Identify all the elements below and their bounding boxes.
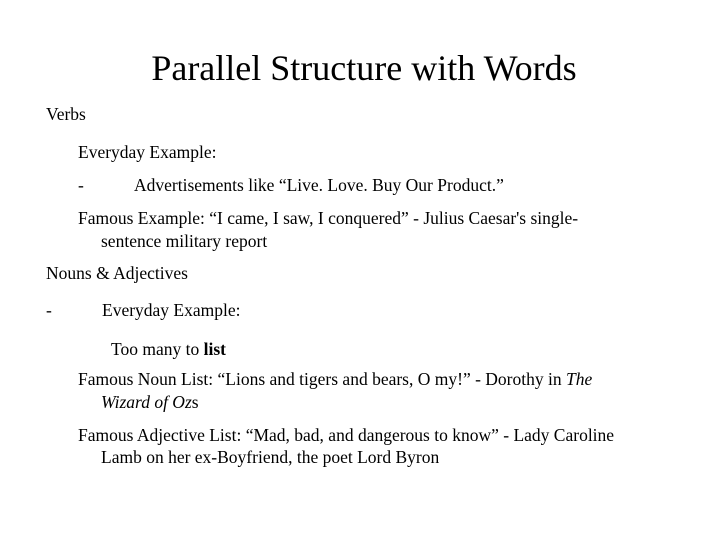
too-many-line: [111, 338, 226, 360]
verbs-famous-line-2: sentence military report: [101, 231, 268, 251]
too-many-bold: list: [203, 339, 226, 359]
noun-list-text: Famous Noun List: “Lions and tigers and bears, O my!” - Dorothy in: [78, 369, 566, 389]
nouns-heading: Nouns & Adjectives: [46, 263, 188, 283]
verbs-everyday-text: Advertisements like “Live. Love. Buy Our Product.”: [134, 175, 504, 195]
noun-list-line-2: [101, 391, 199, 413]
verbs-heading: Verbs: [46, 104, 86, 124]
noun-list-line-1: [78, 368, 592, 390]
verbs-famous-line-1: Famous Example: “I came, I saw, I conquered” - Julius Caesar's single-: [78, 208, 579, 228]
nouns-everyday-label: Everyday Example:: [102, 300, 241, 320]
noun-list-ital-2: Wizard of Oz: [101, 392, 192, 412]
bullet-dash: -: [78, 175, 84, 195]
adj-list-line-2: Lamb on her ex-Boyfriend, the poet Lord Byron: [101, 447, 440, 467]
verbs-everyday-label: Everyday Example:: [78, 142, 217, 162]
noun-list-suffix: s: [191, 392, 199, 412]
adj-list-line-1: Famous Adjective List: “Mad, bad, and dangerous to know” - Lady Caroline: [78, 425, 615, 445]
noun-list-ital-1: The: [565, 369, 593, 389]
bullet-dash: -: [46, 300, 52, 320]
slide-title: Parallel Structure with Words: [151, 48, 577, 88]
too-many-prefix: Too many to: [111, 339, 204, 359]
